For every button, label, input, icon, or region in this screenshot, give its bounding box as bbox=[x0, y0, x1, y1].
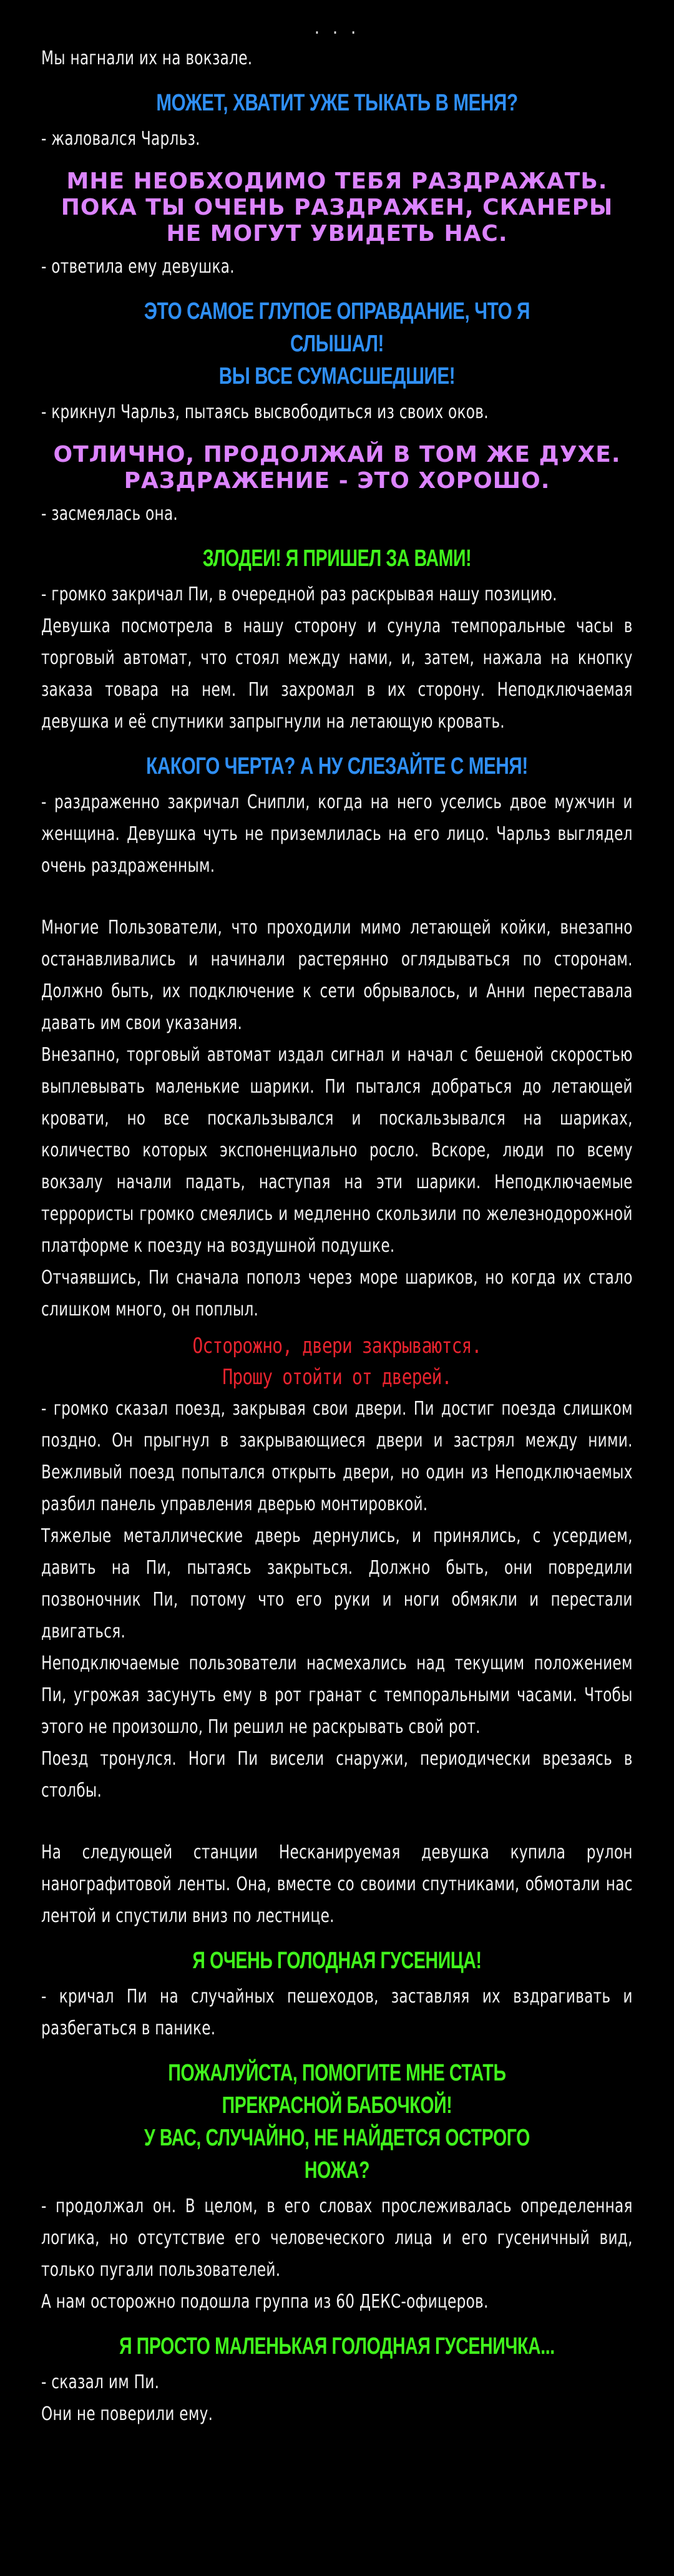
paragraph-gap bbox=[41, 882, 633, 912]
red-speech-line bbox=[94, 1325, 579, 1393]
speech-text: Осторожно, двери закрываются. bbox=[192, 1334, 482, 1359]
narration-paragraph: Внезапно, торговый автомат издал сигнал и начал с бешеной скоростью выплевывать маленькие шарики. Пи пытался добраться до летающей кровати, но все поскальзывался и поскальзывался на шариках, количество которых экспоненциально росло. Вскоре, люди по всему вокзалу начали падать, наступая на эти шарики. Неподключаемые террористы громко смеялись и медленно скользили по железнодорожной платформе к поезду на воздушной подушке. bbox=[41, 1044, 633, 1257]
blue-speech-line bbox=[106, 283, 567, 396]
narration-paragraph: Отчаявшись, Пи сначала пополз через море шариков, но когда их стало слишком много, он поплыл. bbox=[41, 1267, 633, 1320]
speech-text: РАЗДРАЖЕНИЕ - ЭТО ХОРОШО. bbox=[124, 468, 550, 494]
speech-text: ПОКА ТЫ ОЧЕНЬ РАЗДРАЖЕН, СКАНЕРЫ bbox=[61, 195, 613, 220]
narration-paragraph: Тяжелые металлические дверь дернулись, и принялись, с усердием, давить на Пи, пытаясь закрыться. Должно быть, они повредили позвоночник Пи, потому что его руки и ноги обмякли и перестали двигаться. bbox=[41, 1525, 633, 1642]
narration-paragraph: На следующей станции Несканируемая девушка купила рулон нанографитовой ленты. Она, вместе со своими спутниками, обмотали нас лентой и спустили вниз по лестнице. bbox=[41, 1842, 633, 1927]
narration-paragraph: Девушка посмотрела в нашу сторону и сунула темпоральные часы в торговый автомат, что стоял между нами, и, затем, нажала на кнопку заказа товара на нем. Пи захромал в их сторону. Неподключаемая девушка и её спутники запрыгнули на летающую кровать. bbox=[41, 615, 633, 733]
speech-text: Я ПРОСТО МАЛЕНЬКАЯ ГОЛОДНАЯ ГУСЕНИЧКА... bbox=[119, 2333, 555, 2359]
speech-text: МОЖЕТ, ХВАТИТ УЖЕ ТЫКАТЬ В МЕНЯ? bbox=[156, 90, 518, 116]
speech-text: МНЕ НЕОБХОДИМО ТЕБЯ РАЗДРАЖАТЬ. bbox=[66, 168, 608, 194]
narration-paragraph: Поезд тронулся. Ноги Пи висели снаружи, периодически врезаясь в столбы. bbox=[41, 1748, 633, 1802]
narration-paragraph: - громко закричал Пи, в очередной раз раскрывая нашу позицию. bbox=[41, 583, 557, 605]
ellipsis-divider: . . . bbox=[314, 17, 360, 39]
narration-paragraph: - ответила ему девушка. bbox=[41, 256, 235, 278]
paragraph-gap bbox=[41, 1807, 633, 1837]
speech-text: Прошу отойти от дверей. bbox=[222, 1365, 452, 1390]
speech-text: ВЫ ВСЕ СУМАСШЕДШИЕ! bbox=[218, 363, 456, 389]
speech-text: ПОЖАЛУЙСТА, ПОМОГИТЕ МНЕ СТАТЬ ПРЕКРАСНОЙ БАБОЧКОЙ! bbox=[168, 2060, 506, 2119]
blue-speech-line bbox=[106, 738, 567, 786]
speech-text: НЕ МОГУТ УВИДЕТЬ НАС. bbox=[166, 221, 508, 246]
speech-text: У ВАС, СЛУЧАЙНО, НЕ НАЙДЕТСЯ ОСТРОГО НОЖА? bbox=[144, 2125, 530, 2183]
narration-paragraph: - жаловался Чарльз. bbox=[41, 128, 200, 150]
narration-paragraph: А нам осторожно подошла группа из 60 ДЕКС-офицеров. bbox=[41, 2291, 489, 2313]
blue-speech-line bbox=[106, 74, 567, 123]
violet-speech-line bbox=[41, 428, 633, 498]
speech-text: КАКОГО ЧЕРТА? А НУ СЛЕЗАЙТЕ С МЕНЯ! bbox=[146, 753, 528, 779]
green-speech-line bbox=[115, 2044, 559, 2190]
narration-paragraph: - продолжал он. В целом, в его словах прослеживалась определенная логика, но отсутствие его человеческого лица и его гусеничный вид, только пугали пользователей. bbox=[41, 2195, 633, 2281]
narration-paragraph: Они не поверили ему. bbox=[41, 2403, 213, 2425]
narration-paragraph: Неподключаемые пользователи насмехались над текущим положением Пи, угрожая засунуть ему в рот гранат с темпоральными часами. Чтобы этого не произошло, Пи решил не раскрывать свой рот. bbox=[41, 1652, 633, 1738]
speech-text: ЭТО САМОЕ ГЛУПОЕ ОПРАВДАНИЕ, ЧТО Я СЛЫШАЛ! bbox=[144, 298, 530, 357]
narration-paragraph: - кричал Пи на случайных пешеходов, заставляя их вздрагивать и разбегаться в панике. bbox=[41, 1986, 633, 2039]
speech-text: Я ОЧЕНЬ ГОЛОДНАЯ ГУСЕНИЦА! bbox=[192, 1948, 482, 1974]
narration-paragraph: - крикнул Чарльз, пытаясь высвободиться из своих оков. bbox=[41, 401, 489, 423]
speech-text: ОТЛИЧНО, ПРОДОЛЖАЙ В ТОМ ЖЕ ДУХЕ. bbox=[53, 442, 621, 467]
speech-text: ЗЛОДЕИ! Я ПРИШЕЛ ЗА ВАМИ! bbox=[202, 545, 472, 572]
green-speech-line bbox=[115, 2318, 559, 2366]
narration-paragraph: - громко сказал поезд, закрывая свои двери. Пи достиг поезда слишком поздно. Он прыгнул в закрывающиеся двери и застрял между ними. Вежливый поезд попытался открыть двери, но один из Неподключаемых разбил панель управления дверью монтировкой. bbox=[41, 1398, 633, 1515]
narration-paragraph: Многие Пользователи, что проходили мимо летающей койки, внезапно останавливались и начинали растерянно оглядываться по сторонам. Должно быть, их подключение к сети обрывалось, и Анни переставала давать им свои указания. bbox=[41, 917, 633, 1034]
violet-speech-line bbox=[41, 155, 633, 251]
green-speech-line bbox=[115, 1932, 559, 1981]
green-speech-line bbox=[115, 530, 559, 578]
story-content bbox=[41, 42, 633, 2430]
narration-paragraph: - сказал им Пи. bbox=[41, 2371, 160, 2393]
narration-paragraph: - раздраженно закричал Снипли, когда на него уселись двое мужчин и женщина. Девушка чуть не приземлилась на его лицо. Чарльз выглядел очень раздраженным. bbox=[41, 791, 633, 877]
narration-paragraph: Мы нагнали их на вокзале. bbox=[41, 47, 253, 69]
narration-paragraph: - засмеялась она. bbox=[41, 503, 178, 525]
